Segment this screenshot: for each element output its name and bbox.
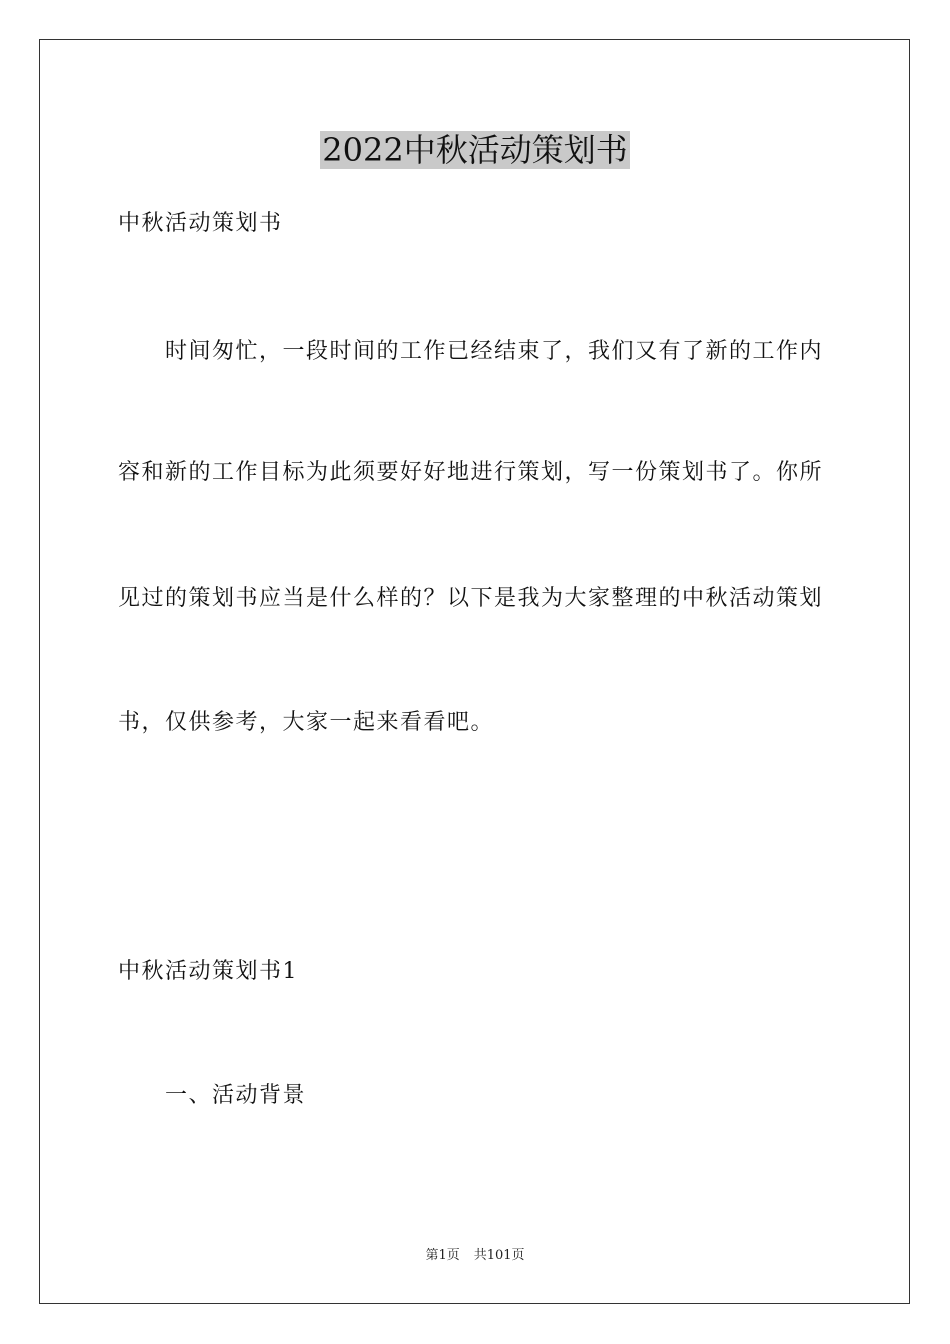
document-title-text: 2022中秋活动策划书: [322, 131, 628, 169]
intro-line-4: 书，仅供参考，大家一起来看看吧。: [118, 710, 495, 735]
intro-line-1: 时间匆忙，一段时间的工作已经结束了，我们又有了新的工作内: [165, 339, 824, 364]
section-heading: 中秋活动策划书1: [118, 959, 298, 984]
page-number: 第1页: [425, 1248, 460, 1263]
page-footer: [0, 1247, 950, 1265]
intro-line-2: 容和新的工作目标为此须要好好地进行策划，写一份策划书了。你所: [118, 460, 824, 485]
document-subtitle: 中秋活动策划书: [118, 211, 283, 236]
page-total: 共101页: [473, 1248, 525, 1263]
intro-line-3: 见过的策划书应当是什么样的？以下是我为大家整理的中秋活动策划: [118, 586, 824, 611]
document-title: [0, 128, 950, 172]
subsection-heading: 一、活动背景: [165, 1083, 307, 1108]
